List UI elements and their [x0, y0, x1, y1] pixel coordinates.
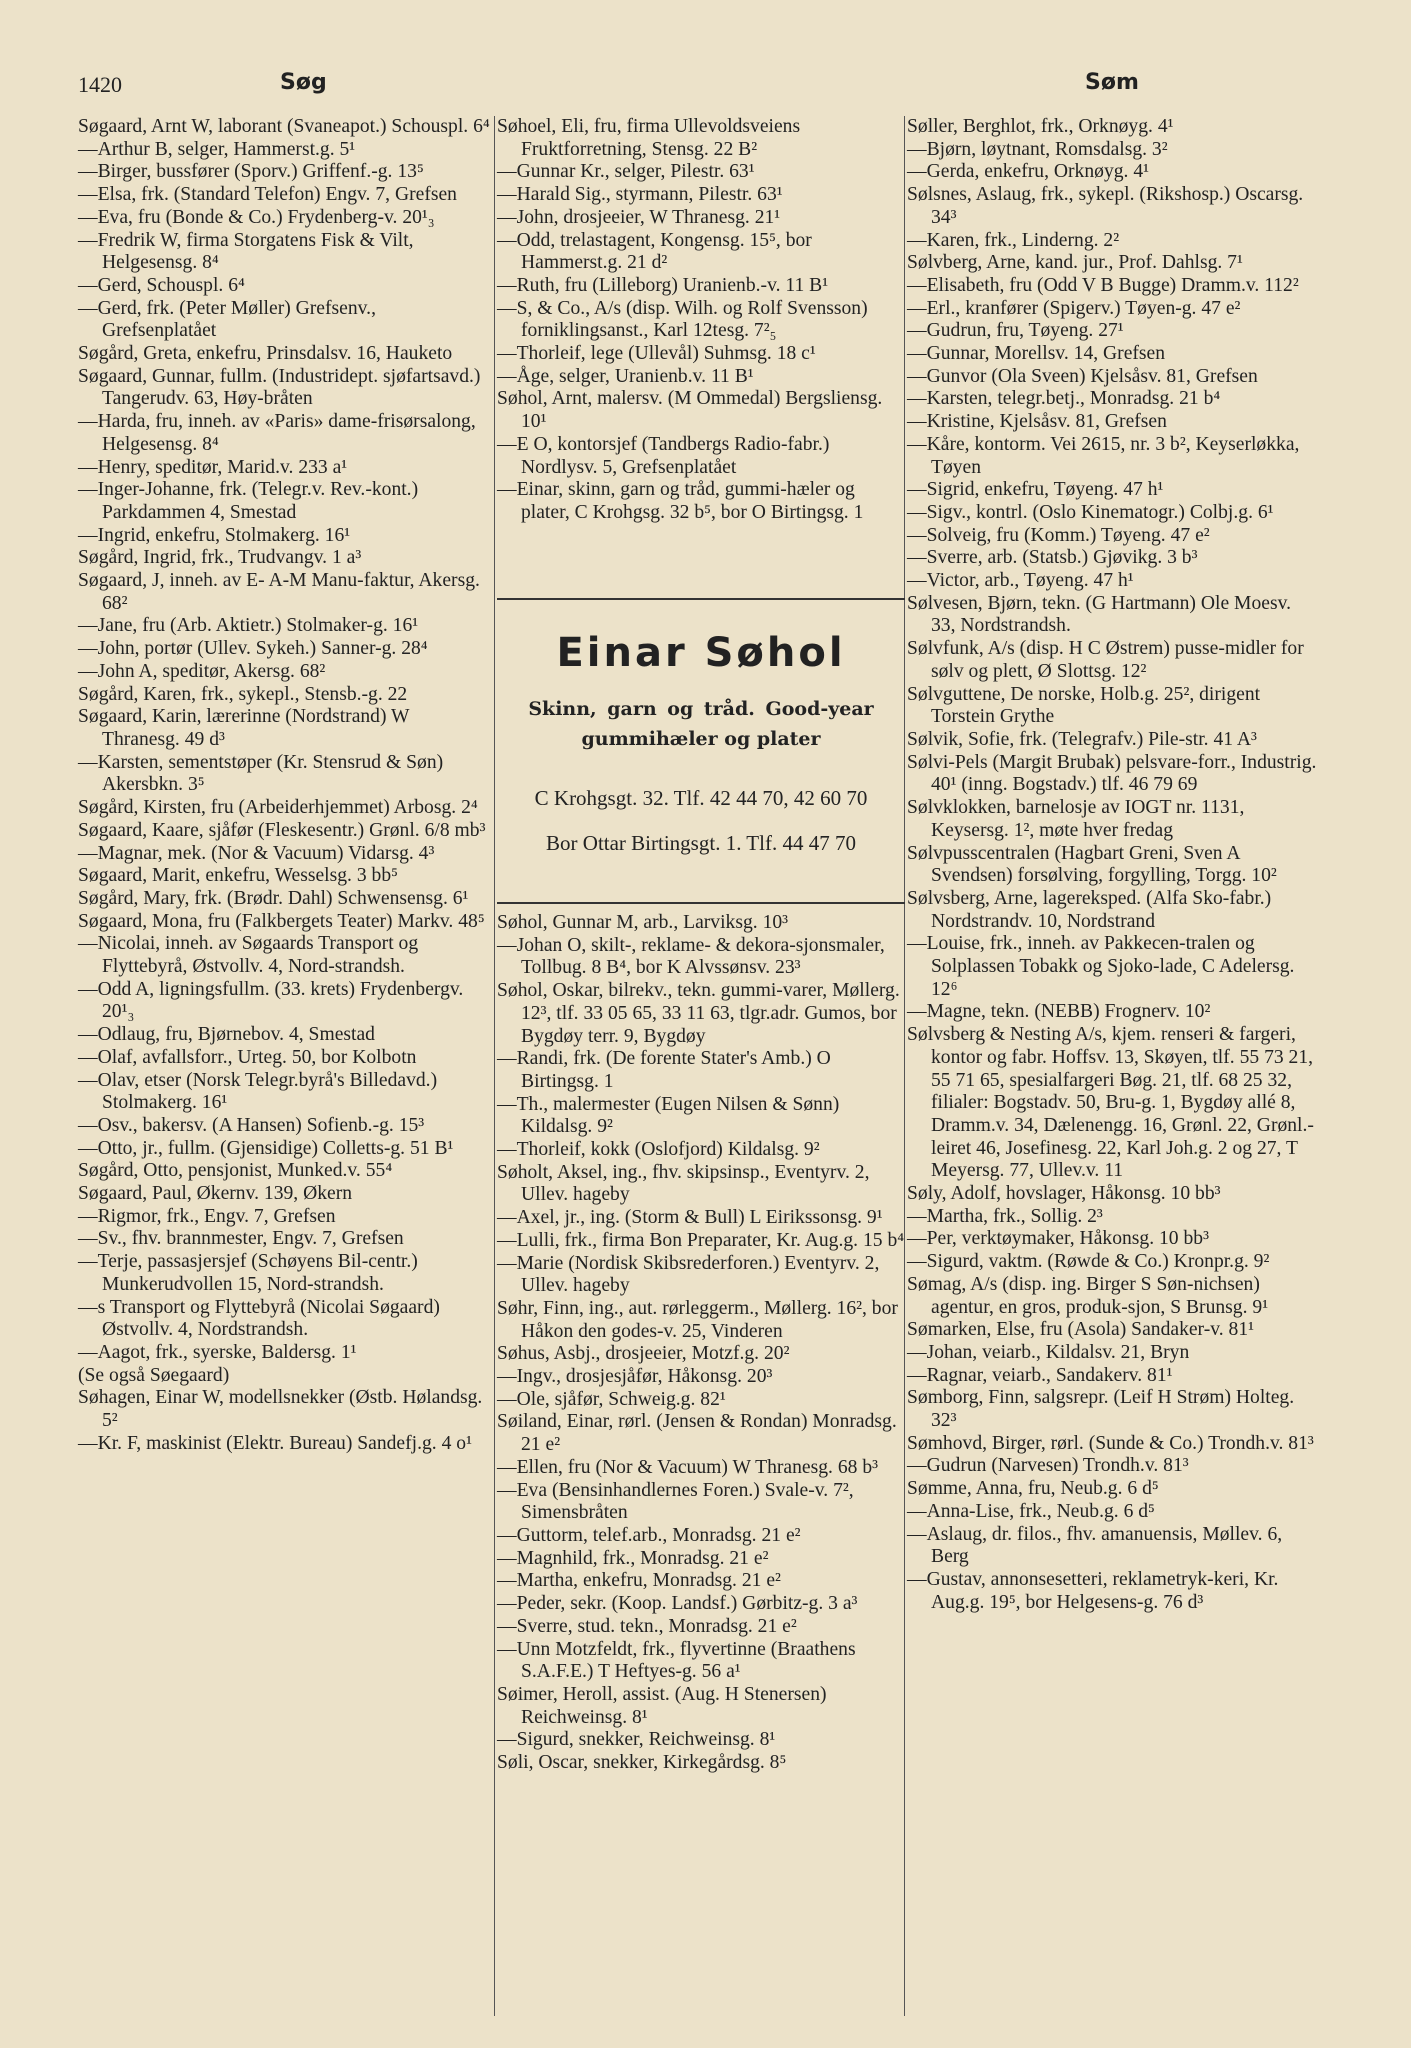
- ad-line-1: Skinn, garn og tråd. Good-year: [528, 698, 874, 720]
- directory-entry: Sølvsberg, Arne, lagereksped. (Alfa Sko-fabr.) Nordstrandv. 10, Nordstrand: [907, 887, 1272, 932]
- directory-entry: Sølvberg, Arne, kand. jur., Prof. Dahlsg. 7¹: [907, 252, 1243, 274]
- directory-entry: —Victor, arb., Tøyeng. 47 h¹: [907, 570, 1134, 592]
- directory-entry: Søhus, Asbj., drosjeeier, Motzf.g. 20²: [497, 1343, 790, 1365]
- directory-entry: Søli, Oscar, snekker, Kirkegårdsg. 8⁵: [497, 1752, 787, 1774]
- directory-entry: —Sverre, stud. tekn., Monradsg. 21 e²: [497, 1615, 797, 1637]
- directory-entry: —Åge, selger, Uranienb.v. 11 B¹: [497, 365, 754, 387]
- directory-entry: Søgård, Karen, frk., sykepl., Stensb.-g. 22: [78, 683, 408, 705]
- directory-entry: —S, & Co., A/s (disp. Wilh. og Rolf Svensson) forniklingsanst., Karl 12tesg. 7²₅: [497, 297, 868, 342]
- directory-entry: —John, portør (Ullev. Sykeh.) Sanner-g. 28⁴: [78, 638, 428, 660]
- directory-entry: Søgård, Ingrid, frk., Trudvangv. 1 a³: [78, 547, 362, 569]
- directory-entry: —Gerda, enkefru, Orknøyg. 4¹: [907, 161, 1150, 183]
- page-number: 1420: [78, 72, 122, 97]
- directory-entry: Søgaard, Marit, enkefru, Wesselsg. 3 bb⁵: [78, 865, 398, 887]
- column-middle-top: [497, 116, 905, 525]
- directory-entry: —Sverre, arb. (Statsb.) Gjøvikg. 3 b³: [907, 547, 1198, 569]
- directory-entry: —Unn Motzfeldt, frk., flyvertinne (Braathens S.A.F.E.) T Heftyes-g. 56 a¹: [497, 1638, 856, 1683]
- directory-entry: —Louise, frk., inneh. av Pakkecen-tralen og Solplassen Tobakk og Sjoko-lade, C Adelersg. 12⁶: [907, 933, 1295, 1000]
- directory-entry: Søgaard, Kaare, sjåfør (Fleskesentr.) Grønl. 6/8 mb³: [78, 819, 486, 841]
- directory-entry: —Ruth, fru (Lilleborg) Uranienb.-v. 11 B¹: [497, 274, 829, 296]
- directory-entry: —Odd A, ligningsfullm. (33. krets) Frydenbergv. 20¹₃: [78, 978, 464, 1023]
- directory-entry: —Kristine, Kjelsåsv. 81, Grefsen: [907, 411, 1167, 433]
- directory-entry: —John A, speditør, Akersg. 68²: [78, 660, 326, 682]
- directory-entry: —Erl., kranfører (Spigerv.) Tøyen-g. 47 e²: [907, 297, 1241, 319]
- directory-entry: —Otto, jr., fullm. (Gjensidige) Colletts-g. 51 B¹: [78, 1137, 454, 1159]
- directory-entry: —Ingv., drosjesjåfør, Håkonsg. 20³: [497, 1366, 773, 1388]
- directory-entry: Sølvik, Sofie, frk. (Telegrafv.) Pile-str. 41 A³: [907, 728, 1257, 750]
- directory-entry: Søhol, Oskar, bilrekv., tekn. gummi-varer, Møllerg. 12³, tlf. 33 05 65, 33 11 63, tlgr.adr. Gumos, bor Bygdøy terr. 9, Bygdøy: [497, 980, 900, 1047]
- directory-entry: Søgård, Kirsten, fru (Arbeiderhjemmet) Arbosg. 2⁴: [78, 797, 478, 819]
- directory-entry: —Inger-Johanne, frk. (Telegr.v. Rev.-kont.) Parkdammen 4, Smestad: [78, 479, 419, 523]
- directory-entry: Søgaard, Gunnar, fullm. (Industridept. sjøfartsavd.) Tangerudv. 63, Høy-bråten: [78, 365, 481, 410]
- directory-entry: Søgaard, Karin, lærerinne (Nordstrand) W Thranesg. 49 d³: [78, 706, 410, 750]
- directory-entry: Søgård, Greta, enkefru, Prinsdalsv. 16, Hauketo: [78, 343, 453, 365]
- directory-entry: Søimer, Heroll, assist. (Aug. H Stenersen) Reichweinsg. 8¹: [497, 1683, 827, 1728]
- directory-entry: —Kr. F, maskinist (Elektr. Bureau) Sandefj.g. 4 o¹: [78, 1432, 472, 1454]
- directory-entry: Søgaard, Mona, fru (Falkbergets Teater) Markv. 48⁵: [78, 910, 485, 932]
- directory-entry: Sølvesen, Bjørn, tekn. (G Hartmann) Ole Moesv. 33, Nordstrandsh.: [907, 592, 1292, 637]
- directory-entry: —Marie (Nordisk Skibsrederforen.) Eventyrv. 2, Ullev. hageby: [497, 1252, 880, 1297]
- directory-entry: Søhoel, Eli, fru, firma Ullevoldsveiens Fruktforretning, Stensg. 22 B²: [497, 116, 801, 160]
- directory-entry: —Elsa, frk. (Standard Telefon) Engv. 7, Grefsen: [78, 184, 457, 206]
- directory-entry: —Fredrik W, firma Storgatens Fisk & Vilt, Helgesensg. 8⁴: [78, 229, 414, 274]
- directory-entry: —s Transport og Flyttebyrå (Nicolai Søgaard) Østvollv. 4, Nordstrandsh.: [78, 1296, 440, 1341]
- directory-entry: —Magnar, mek. (Nor & Vacuum) Vidarsg. 4³: [78, 842, 435, 864]
- directory-entry: Sømag, A/s (disp. ing. Birger S Søn-nichsen) agentur, en gros, produk-sjon, S Brunsg. 9¹: [907, 1273, 1269, 1318]
- directory-entry: —Th., malermester (Eugen Nilsen & Sønn) Kildalsg. 9²: [497, 1093, 840, 1138]
- directory-entry: —Harald Sig., styrmann, Pilestr. 63¹: [497, 184, 783, 206]
- directory-entry: —Arthur B, selger, Hammerst.g. 5¹: [78, 138, 356, 160]
- directory-entry: —Sigurd, snekker, Reichweinsg. 8¹: [497, 1729, 776, 1751]
- directory-entry: —Gunnar Kr., selger, Pilestr. 63¹: [497, 161, 755, 183]
- directory-entry: —Gunvor (Ola Sveen) Kjelsåsv. 81, Grefsen: [907, 365, 1258, 387]
- directory-entry: Søgaard, J, inneh. av E- A-M Manu-faktur, Akersg. 68²: [78, 570, 480, 614]
- directory-entry: —Nicolai, inneh. av Søgaards Transport og Flyttebyrå, Østvollv. 4, Nord-strandsh.: [78, 933, 419, 978]
- directory-entry: —Sigurd, vaktm. (Røwde & Co.) Kronpr.g. 9²: [907, 1251, 1270, 1273]
- directory-entry: —Aagot, frk., syerske, Baldersg. 1¹: [78, 1341, 357, 1363]
- directory-entry: —Guttorm, telef.arb., Monradsg. 21 e²: [497, 1524, 801, 1546]
- directory-entry: —Odlaug, fru, Bjørnebov. 4, Smestad: [78, 1024, 375, 1046]
- column-right: [907, 116, 1317, 1614]
- directory-entry: —Osv., bakersv. (A Hansen) Sofienb.-g. 15³: [78, 1114, 425, 1136]
- directory-entry: Søhr, Finn, ing., aut. rørleggerm., Møllerg. 16², bor Håkon den godes-v. 25, Vinderen: [497, 1297, 898, 1342]
- directory-entry: —Gerd, frk. (Peter Møller) Grefsenv., Grefsenplatået: [78, 297, 376, 342]
- directory-entry: Søhagen, Einar W, modellsnekker (Østb. Hølandsg. 5²: [78, 1387, 483, 1432]
- directory-entry: —Gerd, Schouspl. 6⁴: [78, 274, 245, 296]
- directory-entry: Sømborg, Finn, salgsrepr. (Leif H Strøm) Holteg. 32³: [907, 1387, 1295, 1432]
- directory-entry: Søholt, Aksel, ing., fhv. skipsinsp., Eventyrv. 2, Ullev. hageby: [497, 1161, 870, 1206]
- directory-entry: —Eva, fru (Bonde & Co.) Frydenberg-v. 20¹₃: [78, 206, 435, 228]
- directory-entry: Søhol, Gunnar M, arb., Larviksg. 10³: [497, 912, 789, 933]
- directory-entry: Søly, Adolf, hovslager, Håkonsg. 10 bb³: [907, 1183, 1221, 1205]
- directory-entry: —Ellen, fru (Nor & Vacuum) W Thranesg. 68 b³: [497, 1456, 878, 1478]
- directory-entry: —Karen, frk., Linderng. 2²: [907, 229, 1120, 251]
- directory-entry: —Eva (Bensinhandlernes Foren.) Svale-v. 7², Simensbråten: [497, 1479, 854, 1524]
- directory-entry: —Thorleif, kokk (Oslofjord) Kildalsg. 9²: [497, 1139, 820, 1161]
- directory-entry: Søiland, Einar, rørl. (Jensen & Rondan) Monradsg. 21 e²: [497, 1411, 897, 1456]
- header-left: Søg: [280, 70, 327, 95]
- directory-entry: —Henry, speditør, Marid.v. 233 a¹: [78, 456, 348, 478]
- directory-entry: —Aslaug, dr. filos., fhv. amanuensis, Møllev. 6, Berg: [907, 1523, 1283, 1568]
- directory-entry: —Birger, bussfører (Sporv.) Griffenf.-g. 13⁵: [78, 161, 424, 183]
- directory-entry: —Jane, fru (Arb. Aktietr.) Stolmaker-g. 16¹: [78, 615, 419, 637]
- directory-entry: —Olaf, avfallsforr., Urteg. 50, bor Kolbotn: [78, 1046, 417, 1068]
- column-divider: [494, 116, 495, 2016]
- directory-entry: —Per, verktøymaker, Håkonsg. 10 bb³: [907, 1228, 1209, 1250]
- directory-entry: —Gudrun (Narvesen) Trondh.v. 81³: [907, 1455, 1189, 1477]
- directory-entry: —Randi, frk. (De forente Stater's Amb.) O Birtingsg. 1: [497, 1048, 831, 1092]
- directory-entry: Sølvi-Pels (Margit Brubak) pelsvare-forr., Industrig. 40¹ (inng. Bogstadv.) tlf. 46 79 69: [907, 751, 1317, 796]
- directory-entry: —Solveig, fru (Komm.) Tøyeng. 47 e²: [907, 524, 1210, 546]
- directory-entry: —Ragnar, veiarb., Sandakerv. 81¹: [907, 1364, 1173, 1386]
- directory-entry: —Kåre, kontorm. Vei 2615, nr. 3 b², Keyserløkka, Tøyen: [907, 433, 1300, 478]
- header-right: Søm: [1085, 70, 1139, 95]
- directory-entry: Sølvsberg & Nesting A/s, kjem. renseri & fargeri, kontor og fabr. Hoffsv. 13, Skøyen, tlf. 55 73 21, 55 71 65, spesialfargeri Bøg. 21, tlf. 68 25 32, filialer: Bogstadv. 50, Bru-g. 1, Bygdøy allé 8, Dramm.v. 34, Dælenengg. 16, Grønl. 22, Grønl.-leiret 46, Josefinesg. 22, Karl Joh.g. 2 og 27, T Meyersg. 77, Ullev.v. 11: [907, 1024, 1314, 1182]
- directory-entry: —Martha, frk., Sollig. 2³: [907, 1205, 1103, 1227]
- directory-entry: —Ole, sjåfør, Schweig.g. 82¹: [497, 1388, 726, 1410]
- directory-entry: —Terje, passasjersjef (Schøyens Bil-centr.) Munkerudvollen 15, Nord-strandsh.: [78, 1251, 418, 1295]
- directory-entry: —Martha, enkefru, Monradsg. 21 e²: [497, 1570, 781, 1592]
- directory-entry: —Harda, fru, inneh. av «Paris» dame-frisørsalong, Helgesensg. 8⁴: [78, 411, 476, 455]
- directory-entry: —Sigrid, enkefru, Tøyeng. 47 h¹: [907, 479, 1164, 501]
- directory-entry: Sølvklokken, barnelosje av IOGT nr. 1131, Keysersg. 1², møte hver fredag: [907, 797, 1245, 841]
- directory-entry: —Johan O, skilt-, reklame- & dekora-sjonsmaler, Tollbug. 8 B⁴, bor K Alvssønsv. 23³: [497, 934, 885, 979]
- ad-address: C Krohgsgt. 32. Tlf. 42 44 70, 42 60 70: [534, 786, 868, 810]
- directory-entry: —Anna-Lise, frk., Neub.g. 6 d⁵: [907, 1500, 1155, 1522]
- directory-entry: —Gudrun, fru, Tøyeng. 27¹: [907, 320, 1124, 342]
- directory-entry: Søhol, Arnt, malersv. (M Ommedal) Bergsliensg. 10¹: [497, 388, 883, 433]
- directory-entry: Sømhovd, Birger, rørl. (Sunde & Co.) Trondh.v. 81³: [907, 1432, 1314, 1454]
- ad-residence: Bor Ottar Birtingsgt. 1. Tlf. 44 47 70: [546, 831, 856, 855]
- directory-entry: —John, drosjeeier, W Thranesg. 21¹: [497, 206, 781, 228]
- directory-entry: Sølsnes, Aslaug, frk., sykepl. (Rikshosp.) Oscarsg. 34³: [907, 184, 1304, 228]
- column-middle-bottom: [497, 912, 905, 1775]
- ad-rule-bottom: [497, 902, 905, 904]
- directory-entry: Søgaard, Paul, Økernv. 139, Økern: [78, 1183, 353, 1205]
- directory-entry: Søgård, Mary, frk. (Brødr. Dahl) Schwensensg. 6¹: [78, 887, 469, 909]
- directory-entry: Søgaard, Arnt W, laborant (Svaneapot.) Schouspl. 6⁴: [78, 116, 490, 137]
- ad-name: Einar Søhol: [556, 630, 846, 676]
- advertisement: [497, 608, 905, 898]
- directory-entry: —Peder, sekr. (Koop. Landsf.) Gørbitz-g. 3 a³: [497, 1593, 858, 1615]
- directory-entry: —Lulli, frk., firma Bon Preparater, Kr. Aug.g. 15 b⁴: [497, 1229, 905, 1251]
- directory-entry: —Bjørn, løytnant, Romsdalsg. 3²: [907, 138, 1168, 160]
- directory-entry: —Gunnar, Morellsv. 14, Grefsen: [907, 343, 1166, 365]
- directory-entry: —Olav, etser (Norsk Telegr.byrå's Billedavd.) Stolmakerg. 16¹: [78, 1069, 438, 1114]
- directory-entry: —Magne, tekn. (NEBB) Frognerv. 10²: [907, 1001, 1211, 1023]
- directory-entry: Sømarken, Else, fru (Asola) Sandaker-v. 81¹: [907, 1319, 1255, 1341]
- directory-entry: —Magnhild, frk., Monradsg. 21 e²: [497, 1547, 769, 1569]
- column-left: [78, 116, 491, 1455]
- ad-line-2: gummihæler og plater: [581, 728, 821, 750]
- directory-entry: Sølvguttene, De norske, Holb.g. 25², dirigent Torstein Grythe: [907, 683, 1261, 728]
- directory-entry: —Ingrid, enkefru, Stolmakerg. 16¹: [78, 524, 351, 546]
- directory-entry: —Thorleif, lege (Ullevål) Suhmsg. 18 c¹: [497, 343, 816, 365]
- directory-entry: —Karsten, telegr.betj., Monradsg. 21 b⁴: [907, 388, 1221, 410]
- directory-entry: —Sv., fhv. brannmester, Engv. 7, Grefsen: [78, 1228, 404, 1250]
- directory-entry: —Karsten, sementstøper (Kr. Stensrud & Søn) Akersbkn. 3⁵: [78, 751, 444, 796]
- directory-entry: Søller, Berghlot, frk., Orknøyg. 4¹: [907, 116, 1174, 137]
- directory-entry: —Johan, veiarb., Kildalsv. 21, Bryn: [907, 1341, 1190, 1363]
- directory-entry: (Se også Søegaard): [78, 1364, 230, 1386]
- directory-entry: —Rigmor, frk., Engv. 7, Grefsen: [78, 1205, 336, 1227]
- directory-entry: —Axel, jr., ing. (Storm & Bull) L Eirikssonsg. 9¹: [497, 1207, 883, 1229]
- directory-entry: Sølvfunk, A/s (disp. H C Østrem) pusse-midler for sølv og plett, Ø Slottsg. 12²: [907, 638, 1304, 682]
- ad-rule-top: [497, 598, 905, 600]
- directory-entry: —Elisabeth, fru (Odd V B Bugge) Dramm.v. 112²: [907, 274, 1299, 296]
- directory-entry: —Einar, skinn, garn og tråd, gummi-hæler og plater, C Krohgsg. 32 b⁵, bor O Birtingsg. 1: [497, 479, 864, 523]
- directory-entry: —Sigv., kontrl. (Oslo Kinematogr.) Colbj.g. 6¹: [907, 501, 1274, 523]
- directory-entry: —Gustav, annonsesetteri, reklametryk-keri, Kr. Aug.g. 19⁵, bor Helgesens-g. 76 d³: [907, 1569, 1279, 1613]
- directory-entry: Søgård, Otto, pensjonist, Munked.v. 55⁴: [78, 1160, 393, 1182]
- directory-entry: Sømme, Anna, fru, Neub.g. 6 d⁵: [907, 1478, 1159, 1500]
- directory-entry: —Odd, trelastagent, Kongensg. 15⁵, bor Hammerst.g. 21 d²: [497, 229, 812, 274]
- directory-entry: —E O, kontorsjef (Tandbergs Radio-fabr.) Nordlysv. 5, Grefsenplatået: [497, 433, 830, 478]
- directory-entry: Sølvpusscentralen (Hagbart Greni, Sven A Svendsen) forsølving, forgylling, Torgg. 10²: [907, 842, 1277, 887]
